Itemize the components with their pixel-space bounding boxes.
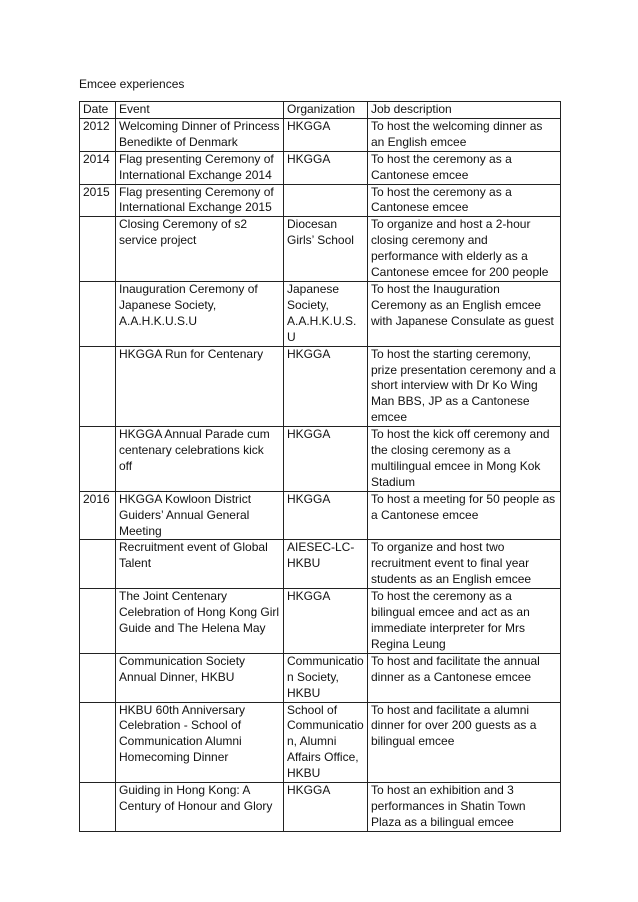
cell-organization: Diocesan Girls’ School <box>284 217 368 282</box>
table-header-row <box>80 102 561 119</box>
cell-organization: HKGGA <box>284 118 368 151</box>
cell-job-description: To organize and host a 2-hour closing ceremony and performance with elderly as a Cantonese emcee for 200 people <box>368 217 561 282</box>
table-row <box>80 151 561 184</box>
cell-event: Welcoming Dinner of Princess Benedikte of Denmark <box>116 118 284 151</box>
cell-event: Recruitment event of Global Talent <box>116 540 284 589</box>
cell-organization: Communication Society, HKBU <box>284 653 368 702</box>
cell-event: HKGGA Kowloon District Guiders’ Annual General Meeting <box>116 491 284 540</box>
cell-event: Guiding in Hong Kong: A Century of Honour and Glory <box>116 783 284 832</box>
cell-job-description: To host and facilitate a alumni dinner for over 200 guests as a bilingual emcee <box>368 702 561 783</box>
cell-organization <box>284 184 368 217</box>
cell-organization: School of Communication, Alumni Affairs Office, HKBU <box>284 702 368 783</box>
cell-job-description: To host an exhibition and 3 performances in Shatin Town Plaza as a bilingual emcee <box>368 783 561 832</box>
cell-date <box>80 281 116 346</box>
cell-organization: HKGGA <box>284 589 368 654</box>
cell-date <box>80 346 116 427</box>
table-row <box>80 589 561 654</box>
cell-job-description: To host the ceremony as a bilingual emcee and act as an immediate interpreter for Mrs Regina Leung <box>368 589 561 654</box>
cell-event: Inauguration Ceremony of Japanese Society, A.A.H.K.U.S.U <box>116 281 284 346</box>
page-title: Emcee experiences <box>79 77 185 91</box>
table-row <box>80 184 561 217</box>
cell-event: HKGGA Run for Centenary <box>116 346 284 427</box>
column-header-organization: Organization <box>284 102 368 119</box>
table-row <box>80 217 561 282</box>
cell-date: 2014 <box>80 151 116 184</box>
cell-date <box>80 217 116 282</box>
table-row <box>80 702 561 783</box>
cell-job-description: To organize and host two recruitment event to final year students as an English emcee <box>368 540 561 589</box>
cell-job-description: To host the ceremony as a Cantonese emcee <box>368 151 561 184</box>
cell-organization: HKGGA <box>284 491 368 540</box>
table-row <box>80 491 561 540</box>
cell-event: HKBU 60th Anniversary Celebration - School of Communication Alumni Homecoming Dinner <box>116 702 284 783</box>
table-row <box>80 783 561 832</box>
cell-date <box>80 589 116 654</box>
cell-date <box>80 653 116 702</box>
cell-job-description: To host the Inauguration Ceremony as an English emcee with Japanese Consulate as guest <box>368 281 561 346</box>
cell-event: The Joint Centenary Celebration of Hong Kong Girl Guide and The Helena May <box>116 589 284 654</box>
table-row <box>80 281 561 346</box>
cell-date: 2012 <box>80 118 116 151</box>
table-row <box>80 427 561 492</box>
column-header-job-description: Job description <box>368 102 561 119</box>
cell-job-description: To host the ceremony as a Cantonese emcee <box>368 184 561 217</box>
cell-event: Flag presenting Ceremony of International Exchange 2014 <box>116 151 284 184</box>
cell-organization: Japanese Society, A.A.H.K.U.S.U <box>284 281 368 346</box>
cell-organization: HKGGA <box>284 151 368 184</box>
cell-job-description: To host the welcoming dinner as an English emcee <box>368 118 561 151</box>
cell-date <box>80 540 116 589</box>
column-header-date: Date <box>80 102 116 119</box>
table-row <box>80 653 561 702</box>
cell-date: 2016 <box>80 491 116 540</box>
cell-event: Flag presenting Ceremony of International Exchange 2015 <box>116 184 284 217</box>
cell-job-description: To host and facilitate the annual dinner as a Cantonese emcee <box>368 653 561 702</box>
cell-date <box>80 783 116 832</box>
cell-organization: HKGGA <box>284 346 368 427</box>
cell-event: Communication Society Annual Dinner, HKBU <box>116 653 284 702</box>
cell-organization: HKGGA <box>284 783 368 832</box>
cell-organization: AIESEC-LC-HKBU <box>284 540 368 589</box>
cell-job-description: To host the starting ceremony, prize presentation ceremony and a short interview with Dr Ko Wing Man BBS, JP as a Cantonese emcee <box>368 346 561 427</box>
table-row <box>80 540 561 589</box>
cell-date <box>80 427 116 492</box>
table-row <box>80 118 561 151</box>
emcee-experience-table <box>79 101 561 832</box>
table-row <box>80 346 561 427</box>
cell-event: Closing Ceremony of s2 service project <box>116 217 284 282</box>
column-header-event: Event <box>116 102 284 119</box>
cell-date: 2015 <box>80 184 116 217</box>
cell-job-description: To host a meeting for 50 people as a Cantonese emcee <box>368 491 561 540</box>
cell-event: HKGGA Annual Parade cum centenary celebrations kick off <box>116 427 284 492</box>
cell-job-description: To host the kick off ceremony and the closing ceremony as a multilingual emcee in Mong Kok Stadium <box>368 427 561 492</box>
cell-organization: HKGGA <box>284 427 368 492</box>
cell-date <box>80 702 116 783</box>
